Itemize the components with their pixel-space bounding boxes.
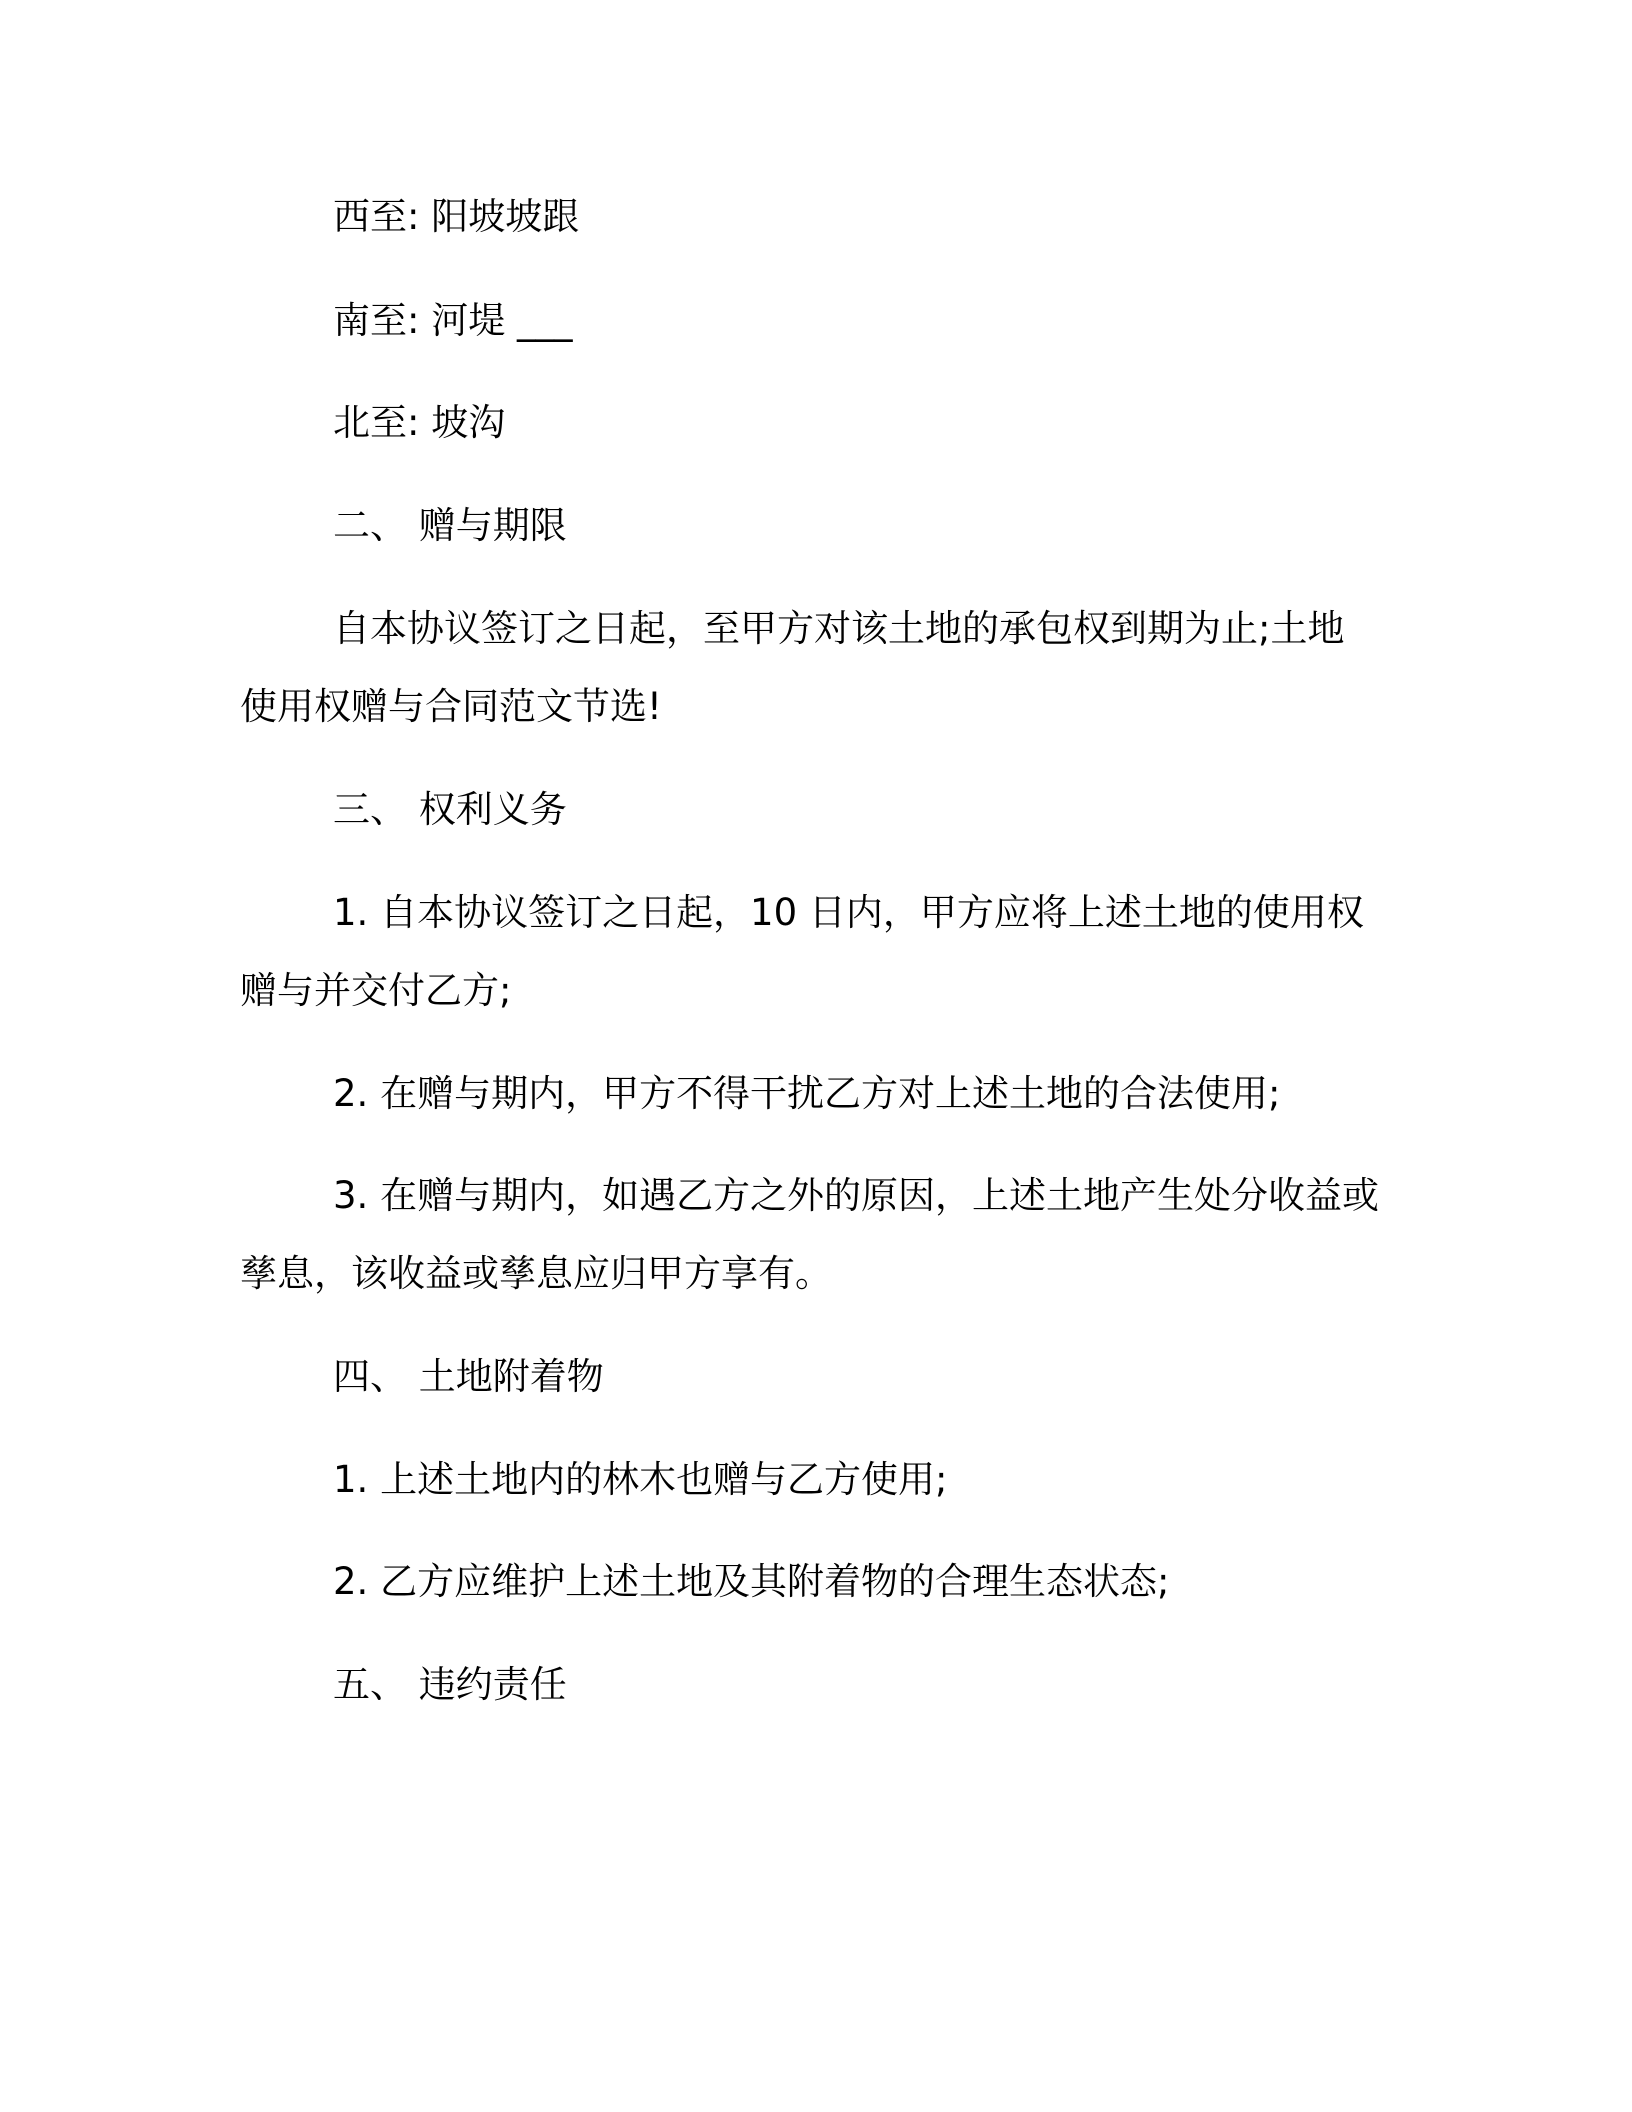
boundary-west: 西至: 阳坡坡跟 xyxy=(333,195,580,238)
rights-item-3-line-2: 孳息，该收益或孳息应归甲方享有。 xyxy=(240,1252,832,1295)
attachments-item-2: 2. 乙方应维护上述土地及其附着物的合理生态状态; xyxy=(333,1560,1170,1603)
term-paragraph-line-1: 自本协议签订之日起，至甲方对该土地的承包权到期为止;土地 xyxy=(333,607,1345,650)
rights-item-1-line-2: 赠与并交付乙方; xyxy=(240,969,512,1012)
boundary-south: 南至: 河堤 ___ xyxy=(333,299,573,342)
boundary-north: 北至: 坡沟 xyxy=(333,401,506,444)
section-heading-rights: 三、 权利义务 xyxy=(333,788,567,831)
rights-item-2: 2. 在赠与期内，甲方不得干扰乙方对上述土地的合法使用; xyxy=(333,1072,1281,1115)
rights-item-1-line-1: 1. 自本协议签订之日起，10 日内，甲方应将上述土地的使用权 xyxy=(333,891,1364,934)
section-heading-liability: 五、 违约责任 xyxy=(333,1663,567,1706)
section-heading-attachments: 四、 土地附着物 xyxy=(333,1355,604,1398)
attachments-item-1: 1. 上述土地内的林木也赠与乙方使用; xyxy=(333,1458,948,1501)
rights-item-3-line-1: 3. 在赠与期内，如遇乙方之外的原因，上述土地产生处分收益或 xyxy=(333,1174,1380,1217)
term-paragraph-line-2: 使用权赠与合同范文节选! xyxy=(240,685,662,728)
section-heading-term: 二、 赠与期限 xyxy=(333,504,567,547)
